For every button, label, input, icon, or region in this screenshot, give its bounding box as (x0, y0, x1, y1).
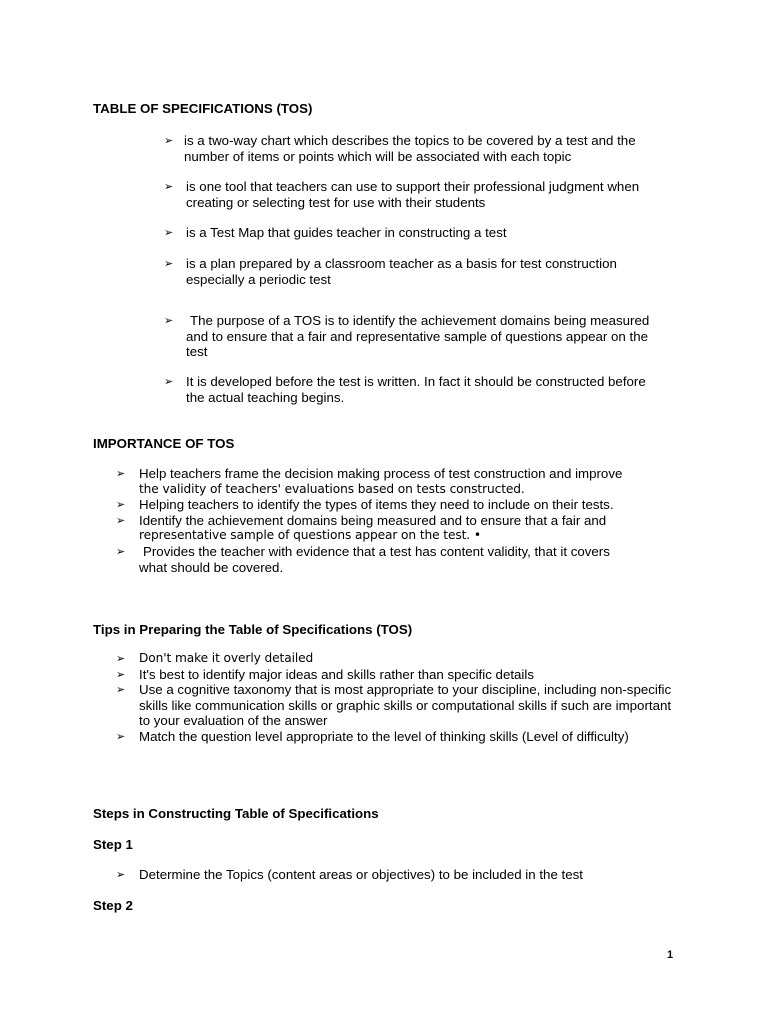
importance-list (116, 466, 674, 575)
arrow-bullet-icon: ➢ (164, 314, 174, 327)
page-number: 1 (667, 949, 674, 961)
arrow-bullet-icon: ➢ (116, 868, 126, 881)
arrow-bullet-icon: ➢ (116, 467, 126, 480)
arrow-bullet-icon: ➢ (164, 375, 174, 388)
arrow-bullet-icon: ➢ (116, 667, 126, 681)
list-item: ➢ Match the question level appropriate to the level of thinking skills (Level of difficulty) (116, 728, 629, 744)
list-item: ➢ Help teachers frame the decision making process of test construction and improve the validity of teachers' evaluations based on tests constructed. (116, 466, 623, 496)
step-1-label: Step 1 (93, 837, 133, 852)
arrow-bullet-icon: ➢ (116, 683, 126, 697)
step-2-label: Step 2 (93, 898, 133, 913)
arrow-bullet-icon: ➢ (116, 544, 126, 558)
list-item: ➢ It is developed before the test is written. In fact it should be constructed before the actual teaching begins. (164, 374, 646, 405)
list-item: ➢ is a plan prepared by a classroom teacher as a basis for test construction especially a periodic test (164, 256, 617, 287)
heading-importance: IMPORTANCE OF TOS (93, 436, 235, 451)
list-item: ➢ It's best to identify major ideas and skills rather than specific details (116, 666, 534, 682)
list-item: ➢ Identify the achievement domains being measured and to ensure that a fair and representative sample of questions appear on the test. • (116, 512, 607, 543)
list-item: ➢ The purpose of a TOS is to identify the achievement domains being measured and to ensure that a fair and representative sample of questions appear on the test (164, 313, 650, 360)
arrow-bullet-icon: ➢ (164, 180, 174, 193)
list-item: ➢ is a Test Map that guides teacher in constructing a test (164, 225, 507, 240)
list-item: ➢ Provides the teacher with evidence that a test has content validity, that it covers what should be covered. (116, 543, 610, 575)
list-item: ➢ is a two-way chart which describes the topics to be covered by a test and the number of items or points which will be associated with each topic (164, 133, 636, 164)
arrow-bullet-icon: ➢ (116, 513, 126, 527)
list-item: ➢ is one tool that teachers can use to support their professional judgment when creating or selecting test for use with their students (164, 179, 640, 210)
arrow-bullet-icon: ➢ (116, 729, 126, 743)
arrow-bullet-icon: ➢ (164, 257, 174, 270)
arrow-bullet-icon: ➢ (164, 134, 174, 147)
heading-tos: TABLE OF SPECIFICATIONS (TOS) (93, 101, 313, 116)
arrow-bullet-icon: ➢ (116, 498, 126, 512)
list-item: ➢ Helping teachers to identify the types of items they need to include on their tests. (116, 497, 614, 513)
heading-tips: Tips in Preparing the Table of Specifications (TOS) (93, 622, 413, 637)
list-item: ➢ Determine the Topics (content areas or objectives) to be included in the test (116, 867, 583, 882)
step-1-list (116, 867, 674, 883)
tips-list (116, 651, 674, 745)
list-item: ➢ Don't make it overly detailed (116, 651, 314, 665)
heading-steps: Steps in Constructing Table of Specifications (93, 806, 379, 821)
arrow-bullet-icon: ➢ (164, 226, 174, 239)
arrow-bullet-icon: ➢ (116, 652, 126, 665)
list-item: ➢ Use a cognitive taxonomy that is most appropriate to your discipline, including non-specific skills like communication skills or graphic skills or computational skills if such are important to your evaluation of the answer (116, 682, 672, 729)
